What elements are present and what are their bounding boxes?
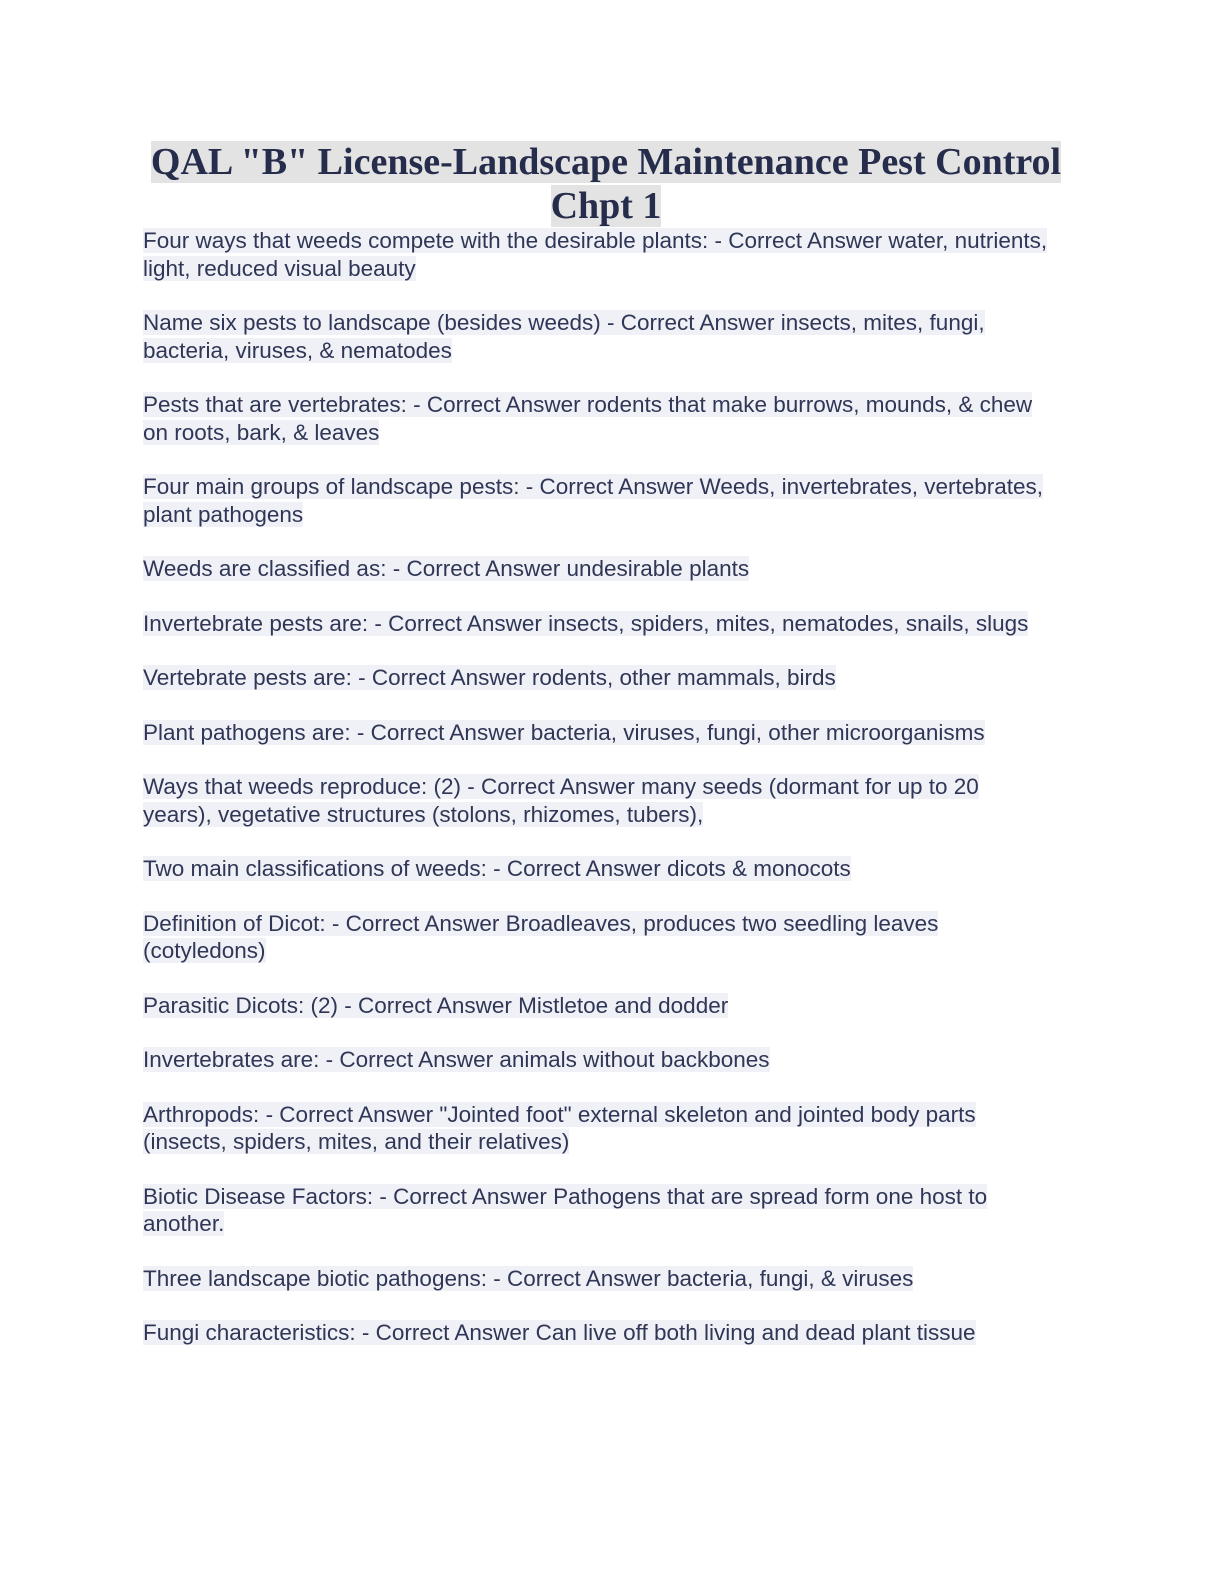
qa-item-text: Arthropods: - Correct Answer "Jointed foot" external skeleton and jointed body parts (insects, spiders, mites, and their relatives)	[143, 1101, 976, 1154]
qa-item-text: Biotic Disease Factors: - Correct Answer Pathogens that are spread form one host to another.	[143, 1183, 988, 1236]
qa-item	[143, 992, 1053, 1020]
qa-item-text: Vertebrate pests are: - Correct Answer rodents, other mammals, birds	[143, 665, 836, 690]
qa-item	[143, 227, 1053, 282]
qa-item	[143, 610, 1053, 638]
qa-item-text: Invertebrate pests are: - Correct Answer insects, spiders, mites, nematodes, snails, slugs	[143, 610, 1029, 636]
qa-item-text: Name six pests to landscape (besides weeds) - Correct Answer insects, mites, fungi, bacteria, viruses, & nematodes	[143, 310, 985, 363]
qa-item-text: Invertebrates are: - Correct Answer animals without backbones	[143, 1047, 770, 1072]
qa-list	[143, 227, 1053, 1374]
document-title-text: QAL "B" License-Landscape Maintenance Pest Control Chpt 1	[150, 141, 1062, 227]
qa-item	[143, 773, 1053, 828]
qa-item	[143, 309, 1053, 364]
qa-item	[143, 719, 1053, 747]
qa-item-text: Pests that are vertebrates: - Correct Answer rodents that make burrows, mounds, & chew on roots, bark, & leaves	[143, 392, 1033, 445]
qa-item	[143, 1319, 1053, 1347]
qa-item-text: Plant pathogens are: - Correct Answer bacteria, viruses, fungi, other microorganisms	[143, 719, 985, 745]
qa-item-text: Weeds are classified as: - Correct Answer undesirable plants	[143, 556, 750, 581]
qa-item	[143, 555, 1053, 583]
qa-item-text: Fungi characteristics: - Correct Answer Can live off both living and dead plant tissue	[143, 1320, 976, 1345]
qa-item	[143, 1046, 1053, 1074]
qa-item-text: Ways that weeds reproduce: (2) - Correct Answer many seeds (dormant for up to 20 years), vegetative structures (stolons, rhizomes, tubers),	[143, 774, 979, 827]
qa-item	[143, 855, 1053, 883]
qa-item	[143, 1183, 1053, 1238]
qa-item	[143, 1101, 1053, 1156]
qa-item	[143, 664, 1053, 692]
qa-item-text: Four main groups of landscape pests: - Correct Answer Weeds, invertebrates, vertebrates, plant pathogens	[143, 474, 1043, 527]
qa-item-text: Three landscape biotic pathogens: - Correct Answer bacteria, fungi, & viruses	[143, 1265, 914, 1291]
qa-item-text: Two main classifications of weeds: - Correct Answer dicots & monocots	[143, 856, 851, 881]
qa-item	[143, 473, 1053, 528]
document-title	[143, 140, 1069, 228]
qa-item	[143, 1265, 1053, 1293]
qa-item-text: Definition of Dicot: - Correct Answer Broadleaves, produces two seedling leaves (cotyledons)	[143, 910, 939, 963]
qa-item-text: Four ways that weeds compete with the desirable plants: - Correct Answer water, nutrients, light, reduced visual beauty	[143, 228, 1048, 281]
qa-item	[143, 910, 1053, 965]
qa-item-text: Parasitic Dicots: (2) - Correct Answer Mistletoe and dodder	[143, 992, 729, 1018]
qa-item	[143, 391, 1053, 446]
